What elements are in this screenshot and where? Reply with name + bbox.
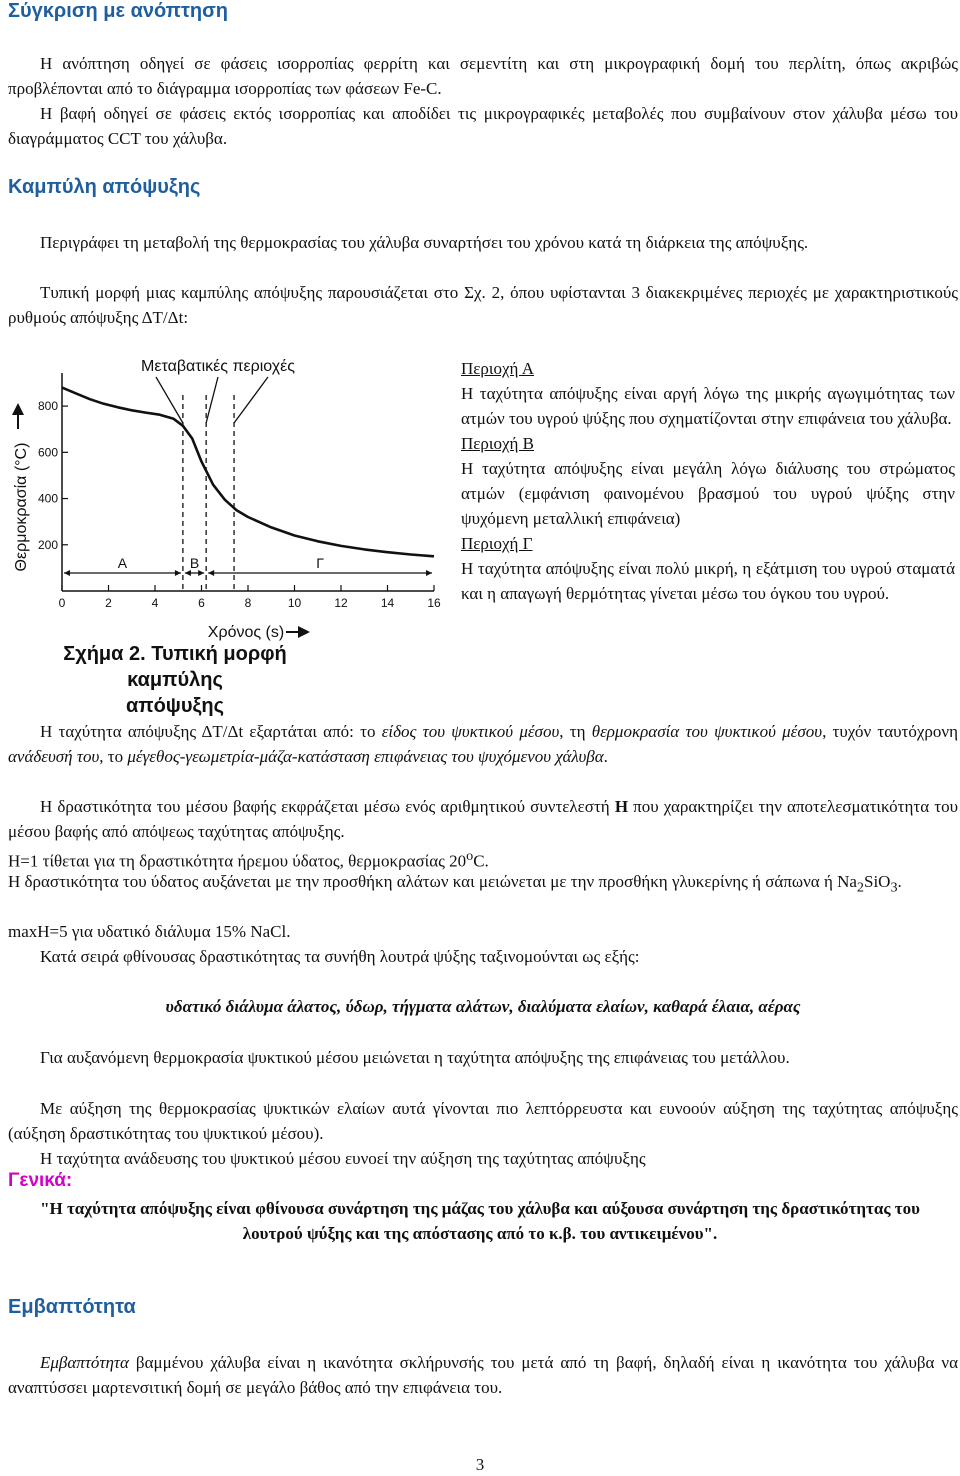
paragraph-temperature: Για αυξανόμενη θερμοκρασία ψυκτικού μέσου μειώνεται η ταχύτητα απόψυξης της επιφάνειας του μετάλλου. xyxy=(40,1048,790,1067)
arrow-head-icon xyxy=(175,570,181,576)
paragraph-max-h: maxH=5 για υδατικό διάλυμα 15% NaCl. xyxy=(8,922,291,941)
y-tick-label: 800 xyxy=(37,399,58,414)
text-run: βαμμένου χάλυβα είναι η ικανότητα σκλήρυνσής του μετά από τη βαφή, δηλαδή είναι η ικανότητα του χάλυβα να αναπτύσσει μαρτενσιτική δομή σε μεγάλο βάθος από την επιφάνεια του. xyxy=(8,1353,958,1397)
x-tick-label: 8 xyxy=(244,596,252,610)
text-run: Η δραστικότητα του ύδατος αυξάνεται με την προσθήκη αλάτων και μειώνεται με την προσθήκη γλυκερίνης ή σάπωνα ή Na xyxy=(8,872,857,891)
text-run: H=1 τίθεται για τη δραστικότητα ήρεμου ύδατος, θερμοκρασίας 20 xyxy=(8,851,467,871)
region-label: B xyxy=(189,555,200,571)
region-a-title: Περιοχή Α xyxy=(461,359,534,378)
cooling-curve-line xyxy=(62,388,434,557)
paragraph-hardenability xyxy=(8,1350,958,1400)
text-run: που χαρακτηρίζει την αποτελεσματικότητα του μέσου βαφής από απόψεως ταχύτητας απόψυξης. xyxy=(8,797,958,841)
region-label: Γ xyxy=(316,555,324,571)
paragraph-h-coefficient xyxy=(8,794,958,844)
y-tick-label: 200 xyxy=(37,537,58,552)
text-run: , τη xyxy=(559,722,592,741)
region-g-title: Περιοχή Γ xyxy=(461,534,533,553)
regions-description xyxy=(461,356,955,606)
order-list-text: υδατικό διάλυμα άλατος, ύδωρ, τήγματα αλάτων, διαλύματα ελαίων, καθαρά έλαια, αέρας xyxy=(165,997,801,1016)
x-tick-label: 10 xyxy=(287,596,302,610)
x-axis-label: Χρόνος (s) xyxy=(207,624,285,641)
text-run: , το xyxy=(99,747,128,766)
subscript: 2 xyxy=(856,879,864,896)
text-run: , τυχόν ταυτόχρονη xyxy=(822,722,958,741)
region-pointer-line xyxy=(234,377,268,423)
italic-run: είδος του ψυκτικού μέσου xyxy=(381,722,560,741)
y-tick-label: 600 xyxy=(37,445,58,460)
paragraph-quenching: Η βαφή οδηγεί σε φάσεις εκτός ισορροπίας και αποδίδει τις μικρογραφικές μεταβολές που συμβαίνουν στον χάλυβα μέσω του διαγράμματος CCT του χάλυβα. xyxy=(8,104,958,148)
text-run: C. xyxy=(473,851,489,871)
paragraph-cooling-curve-desc: Περιγράφει τη μεταβολή της θερμοκρασίας του χάλυβα συναρτήσει του χρόνου κατά τη διάρκεια της απόψυξης. xyxy=(40,233,809,252)
section-heading-hardenability: Εμβαπτότητα xyxy=(8,1296,136,1318)
general-quote: "Η ταχύτητα απόψυξης είναι φθίνουσα συνάρτηση της μάζας του χάλυβα και αύξουσα συνάρτηση της δραστικότητας του λουτρού ψύξης και της απόστασης από το κ.β. του αντικειμένου". xyxy=(40,1199,920,1243)
region-g-text: Η ταχύτητα απόψυξης είναι πολύ μικρή, η εξάτμιση του υγρού σταματά και η απαγωγή θερμότητας γίνεται μέσω του όγκου του υγρού. xyxy=(461,559,955,603)
x-tick-label: 6 xyxy=(198,596,205,610)
x-tick-label: 0 xyxy=(58,596,66,610)
arrow-head-icon xyxy=(208,570,214,576)
figure-caption xyxy=(40,641,310,719)
arrow-head-icon xyxy=(426,570,432,576)
superscript: o xyxy=(466,848,474,864)
page-number: 3 xyxy=(475,1455,485,1474)
paragraph-stirring: Η ταχύτητα ανάδευσης του ψυκτικού μέσου ευνοεί την αύξηση της ταχύτητας απόψυξης xyxy=(40,1149,646,1168)
paragraph-order: Κατά σειρά φθίνουσας δραστικότητας τα συνήθη λουτρά ψύξης ταξινομούνται ως εξής: xyxy=(40,947,640,966)
figure-caption-line2: απόψυξης xyxy=(125,695,225,717)
x-tick-label: 2 xyxy=(105,596,112,610)
region-b-title: Περιοχή Β xyxy=(461,434,534,453)
paragraph-salt xyxy=(8,869,958,900)
section-heading-cooling-curve: Καμπύλη απόψυξης xyxy=(8,176,201,198)
bold-run: H xyxy=(614,797,629,816)
paragraph-cooling-rate xyxy=(8,719,958,769)
figure-caption-line1: Σχήμα 2. Τυπική μορφή καμπύλης xyxy=(63,643,287,691)
text-run: . xyxy=(897,872,902,891)
x-tick-label: 4 xyxy=(151,596,159,610)
x-tick-label: 12 xyxy=(334,596,348,610)
y-arrow-icon xyxy=(12,403,24,429)
region-pointer-line xyxy=(206,377,218,423)
arrow-head-icon xyxy=(64,570,70,576)
italic-run: μέγεθος-γεωμετρία-μάζα-κατάσταση επιφάνειας του ψυχόμενου χάλυβα xyxy=(127,747,604,766)
plot-area xyxy=(38,373,441,610)
subscript: 3 xyxy=(890,879,898,896)
x-tick-label: 14 xyxy=(380,596,395,610)
x-arrow-icon xyxy=(286,626,310,638)
paragraph-cooling-curve-fig: Τυπική μορφή μιας καμπύλης απόψυξης παρουσιάζεται στο Σχ. 2, όπου υφίστανται 3 διακεκριμένες περιοχές με χαρακτηριστικούς ρυθμούς απόψυξης ΔT/Δt: xyxy=(8,283,958,327)
text-run: SiO xyxy=(864,872,891,891)
text-run: Η δραστικότητα του μέσου βαφής εκφράζεται μέσω ενός αριθμητικού συντελεστή xyxy=(40,797,615,816)
y-axis-label: Θερμοκρασία (°C) xyxy=(13,442,30,572)
region-label: A xyxy=(117,555,128,571)
italic-run: ανάδευσή του xyxy=(8,747,100,766)
x-tick-label: 16 xyxy=(427,596,441,610)
y-tick-label: 400 xyxy=(37,491,58,506)
figure-title: Μεταβατικές περιοχές xyxy=(141,358,295,375)
paragraph-oil: Με αύξηση της θερμοκρασίας ψυκτικών ελαίων αυτά γίνονται πιο λεπτόρρευστα και ευνοούν αύξηση της ταχύτητας απόψυξης (αύξηση δραστικότητας του ψυκτικού μέσου). xyxy=(8,1099,958,1143)
region-a-text: Η ταχύτητα απόψυξης είναι αργή λόγω της μικρής αγωγιμότητας των ατμών του υγρού ψύξης που σχηματίζονται στην επιφάνεια του χάλυβα. xyxy=(461,384,955,428)
text-run: . xyxy=(603,747,608,766)
italic-run: Εμβαπτότητα xyxy=(40,1353,129,1372)
italic-run: θερμοκρασία του ψυκτικού μέσου xyxy=(591,722,823,741)
cooling-curve-figure xyxy=(6,345,446,645)
section-heading-comparison: Σύγκριση με ανόπτηση xyxy=(8,0,229,22)
paragraph-order-list xyxy=(8,994,958,1019)
paragraph-annealing: Η ανόπτηση οδηγεί σε φάσεις ισορροπίας φερρίτη και σεμεντίτη και στη μικρογραφική δομή του περλίτη, όπως ακριβώς προβλέπονται από το διάγραμμα ισορροπίας των φάσεων Fe-C. xyxy=(8,54,958,98)
region-b-text: Η ταχύτητα απόψυξης είναι μεγάλη λόγω διάλυσης του στρώματος ατμών (εμφάνιση φαινομένου βρασμού του υγρού ψύξης στην ψυχόμενη μεταλλική επιφάνεια) xyxy=(461,459,955,528)
general-label: Γενικά: xyxy=(8,1170,73,1191)
text-run: Η ταχύτητα απόψυξης ΔT/Δt εξαρτάται από: το xyxy=(40,722,382,741)
